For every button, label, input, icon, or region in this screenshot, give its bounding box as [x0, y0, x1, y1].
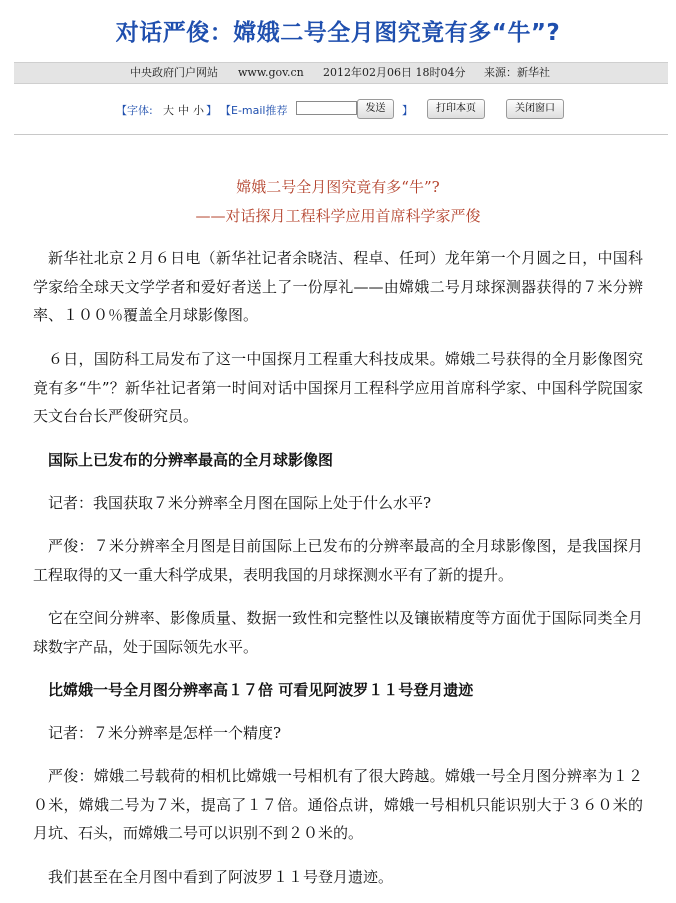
section-heading: 比嫦娥一号全月图分辨率高１７倍 可看见阿波罗１１号登月遗迹 [48, 681, 474, 699]
source-label: 来源：新华社 [484, 66, 550, 79]
toolbar [0, 98, 676, 122]
email-input[interactable] [296, 101, 357, 115]
font-size-label: 【字体: [116, 104, 153, 117]
article-paragraph: 严俊：嫦娥二号载荷的相机比嫦娥一号相机有了很大跨越。嫦娥一号全月图分辨率为１２０米，嫦娥二号为７米，提高了１７倍。通俗点讲，嫦娥一号相机只能识别大于３６０米的月坑、石头，而嫦娥二号可以识别不到２０米的。 [33, 767, 643, 842]
email-recommend-label[interactable]: 【E-mail推荐 [220, 104, 288, 117]
article-paragraph: 严俊：７米分辨率全月图是目前国际上已发布的分辨率最高的全月球影像图，是我国探月工程取得的又一重大科学成果，表明我国的月球探测水平有了新的提升。 [33, 537, 643, 584]
section-heading: 国际上已发布的分辨率最高的全月球影像图 [48, 451, 334, 469]
font-size-medium[interactable]: 中 [178, 104, 189, 117]
font-size-close: 】 [206, 104, 217, 117]
site-url[interactable]: www.gov.cn [238, 66, 304, 79]
publish-date: 2012年02月06日 18时04分 [323, 66, 466, 79]
article-paragraph: 记者：我国获取７米分辨率全月图在国际上处于什么水平? [48, 494, 432, 512]
meta-bar [14, 62, 668, 84]
divider [14, 134, 668, 135]
print-button[interactable]: 打印本页 [427, 99, 485, 119]
email-close: 】 [402, 104, 413, 117]
page-title: 对话严俊：嫦娥二号全月图究竟有多“牛”? [115, 20, 561, 46]
article-paragraph: 它在空间分辨率、影像质量、数据一致性和完整性以及镶嵌精度等方面优于国际同类全月球数字产品，处于国际领先水平。 [33, 609, 643, 656]
article-subtitle: ——对话探月工程科学应用首席科学家严俊 [195, 207, 481, 225]
article-paragraph: 我们甚至在全月图中看到了阿波罗１１号登月遗迹。 [48, 868, 394, 886]
article-paragraph: 新华社北京２月６日电（新华社记者余晓洁、程卓、任珂）龙年第一个月圆之日，中国科学家给全球天文学学者和爱好者送上了一份厚礼——由嫦娥二号月球探测器获得的７米分辨率、１００％覆盖全月球影像图。 [33, 249, 643, 324]
article-paragraph: 记者：７米分辨率是怎样一个精度? [48, 724, 282, 742]
send-button[interactable]: 发送 [357, 99, 394, 119]
close-window-button[interactable]: 关闭窗口 [506, 99, 564, 119]
article-title: 嫦娥二号全月图究竟有多“牛”? [236, 178, 440, 196]
font-size-small[interactable]: 小 [193, 104, 204, 117]
site-name: 中央政府门户网站 [130, 66, 218, 79]
font-size-large[interactable]: 大 [163, 104, 174, 117]
article-paragraph: ６日，国防科工局发布了这一中国探月工程重大科技成果。嫦娥二号获得的全月影像图究竟有多“牛”？新华社记者第一时间对话中国探月工程科学应用首席科学家、中国科学院国家天文台台长严俊研究员。 [33, 350, 643, 425]
